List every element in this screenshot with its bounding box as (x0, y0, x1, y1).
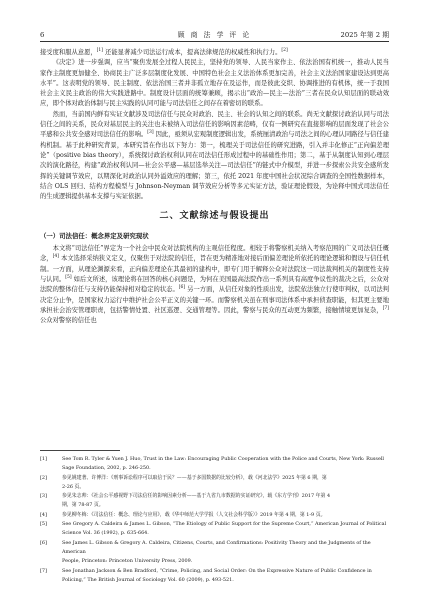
section-heading: 二、文献综述与假设提出 (159, 211, 270, 222)
paragraph-1: 接受度和服从意愿，[1] 还能显著减少司法运行成本，提高法律规范的权威性和执行力。[2] (40, 47, 288, 56)
footnotes (40, 455, 389, 585)
footnote-3: [3] 参见朱志帅：《社会公平感视野下司法信任的影响因素分析——基于九省九市数据的实证研究》，载《东方学刊》2017 年第 4 期，第 78-87 页。 (40, 493, 331, 509)
footnote-1: [1] See Tom R. Tyler & Yuen J. Huo, Trust in the Law: Encouraging Public Cooperation with the Police and Courts, New York: Russell Sage Foundation, 2002, p. 246-250. (40, 456, 384, 472)
footnote-2: [2] 参见姚建著、许博洋：《刑事诉讼程序可以取信于民？——基于多国数据的比较分析》，载《河北法学》2025 年第 6 期，第 2-26 页。 (40, 474, 327, 490)
paragraph-2: 《决定》进一步强调，应当“聚焦发展全过程人民民主，坚持党的领导、人民当家作主、依法治国有机统一，推动人民当家作主制度更加健全、协商民主广泛多层制度化发展、中国特色社会主义法治体系更加完善，社会主义法治国家建设达到更高水平”。这表明党的领导、民主制度、依法治国三者并非孤立地存在及运作，而是彼此交织、协调推进的有机体，统一于我国社会主义民主政治的伟大实践进路中。制度设计层面的统筹兼顾，揭示出“政治—民主—法治”三者在民众认知层面的联动效应，即个体对政治体制与民主实践的认同可能与司法信任之间存在着密切的联系。 (40, 59, 389, 108)
paragraph-3: 然而，当前国内鲜有实证文献涉及司法信任与民众对政治、民主、社会的认知之间的联系。尚无文献探讨政治认同与司法信任之间的关系，民众对基层民主的关注也未被纳入司法信任的影响因素范畴，仅有一例研究在直接影响的层面发现了社会公平感和公共安全感对司法信任的影响。[3] 因此，亟须从宏观制度逻辑出发，系统厘清政治与司法之间的心理认同路径与信任建构机制。基于此种研究背景，本研究旨在作出以下努力：第一，梳理关于司法信任的研究进路，引入并丰化修正“正向偏差理论”（positive bias theory），系统探讨政治权利认同在司法信任形成过程中的基础性作用；第二，基于从制度认知到心理层次的演化路径，构建“政治权利认同—社会公平感—基层选举关注—司法信任”的链式中介模型，并进一步探索公共安全感所发挥的关键调节效应，以期深化对政治认同外溢效应的理解；第三，依托 2021 年度中国社会状况综合调查的全国性数据样本，结合 OLS 回归、结构方程模型与 Johnson-Neyman 调节效应分析等多元实证方法，验证理论假设，为诠释中国式司法信任的生成逻辑提供基本支撑与实证依据。 (40, 110, 389, 201)
footnote-7: [7] See Jonathan Jackson & Ben Bradford, “Crime, Policing, and Social Order: On the Expressive Nature of Public Confidence in Policing,” The British Journal of Sociology Vol. 60 (2009), p. 493-521. (40, 567, 372, 583)
footnote-4: [4] 参见柳冬梅：《司法信任：概念、理论与应用》，载《华中师范大学学报（人文社会科学版）》2019 年第 4 期，第 1-9 页。 (40, 511, 326, 518)
footnote-5: [5] See Gregory A. Caldeira & James L. Gibson, “The Etiology of Public Support for the Supreme Court,” American Journal of Political Science Vol. 36 (1992), p. 635-664. (40, 521, 387, 537)
issue-label: 2025 年第 2 期 (340, 31, 389, 39)
footnote-6: [6] See James L. Gibson & Gregory A. Caldeira, Citizens, Courts, and Confirmations: Positivity Theory and the Judgments of the American People, Princeton: Princeton University Press, 2009. (40, 539, 371, 565)
footnote-rule (40, 450, 120, 451)
header-rule (40, 41, 389, 42)
paragraph-4: 本文将“司法信任”界定为一个社会中民众对法院机构的主观信任程度。相较于将警察机关纳入考察范围的广义司法信任概念，[4] 本文选择采纳狭义定义，仅聚焦于对法院的信任，旨在更为精准地对接后面偏差理论所依托的理论逻辑和假设与信任机制。一方面，从理论渊源来看，正向偏差理论在其最初的建构中，即专门用于解释公众对法院这一司法裁判机关的制度性支持与认同。[5] 如后文所述，该理论将在回答的核心问题是，为何在美国最高法院作出一系列具有高度争议性的裁决之后，公众对法院的整体信任与支持仍能保持相对稳定的状态。[6] 另一方面，从信任对象的性质出发，法院依法独立行使审判权，以司法判决定分止争，是国家权力运行中维护社会公平正义的关键一环。而警察机关虽在刑事司法体系中承担侦查职能，但其更主要地承担社会治安管理职责，包括警情处置、社区巡逻、交通管理等。因此，警察与民众的互动更为频繁，接触情境更加复杂，[7] 公众对警察的信任也 (40, 245, 390, 325)
page-number: 6 (40, 31, 45, 39)
subsection-heading: （一）司法信任：概念界定及研究现状 (40, 231, 149, 240)
journal-title: 顾 商 法 学 评 论 (177, 31, 252, 39)
body-text (40, 48, 389, 326)
running-header (40, 27, 389, 39)
